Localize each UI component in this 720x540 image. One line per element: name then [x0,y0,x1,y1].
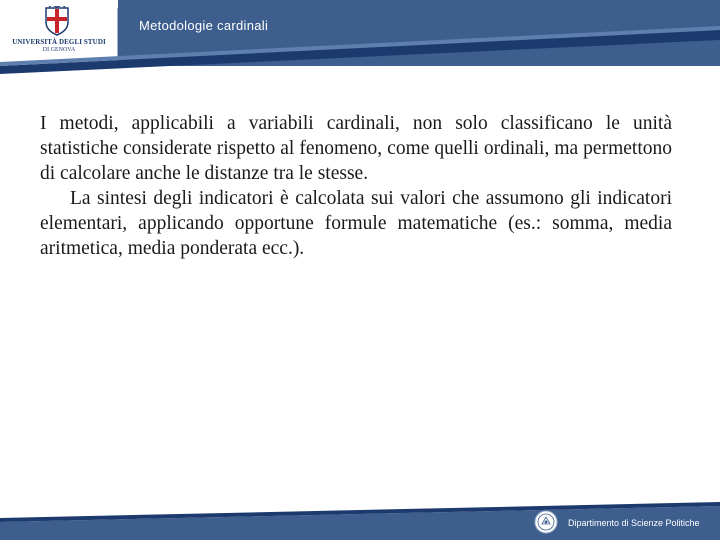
slide-header [0,0,720,72]
slide-title: Metodologie cardinali [139,18,269,33]
university-name: UNIVERSITÀ DEGLI STUDI [12,38,106,46]
university-city: DI GENOVA [42,47,76,53]
department-seal-icon [534,510,558,534]
body-paragraph-1: I metodi, applicabili a variabili cardinali, non solo classificano le unità statistiche considerate rispetto al fenomeno, come quelli ordinali, ma permettono di calcolare anche le distanze tra le stesse. [40,113,672,184]
department-name: Dipartimento di Scienze Politiche [568,518,700,528]
header-stripe [0,0,720,80]
body-paragraph-2: La sintesi degli indicatori è calcolata sui valori che assumono gli indicatori elementari, applicando opportune formule matematiche (es.: somma, media aritmetica, media ponderata ecc.). [40,188,672,259]
slide-body [40,111,672,261]
